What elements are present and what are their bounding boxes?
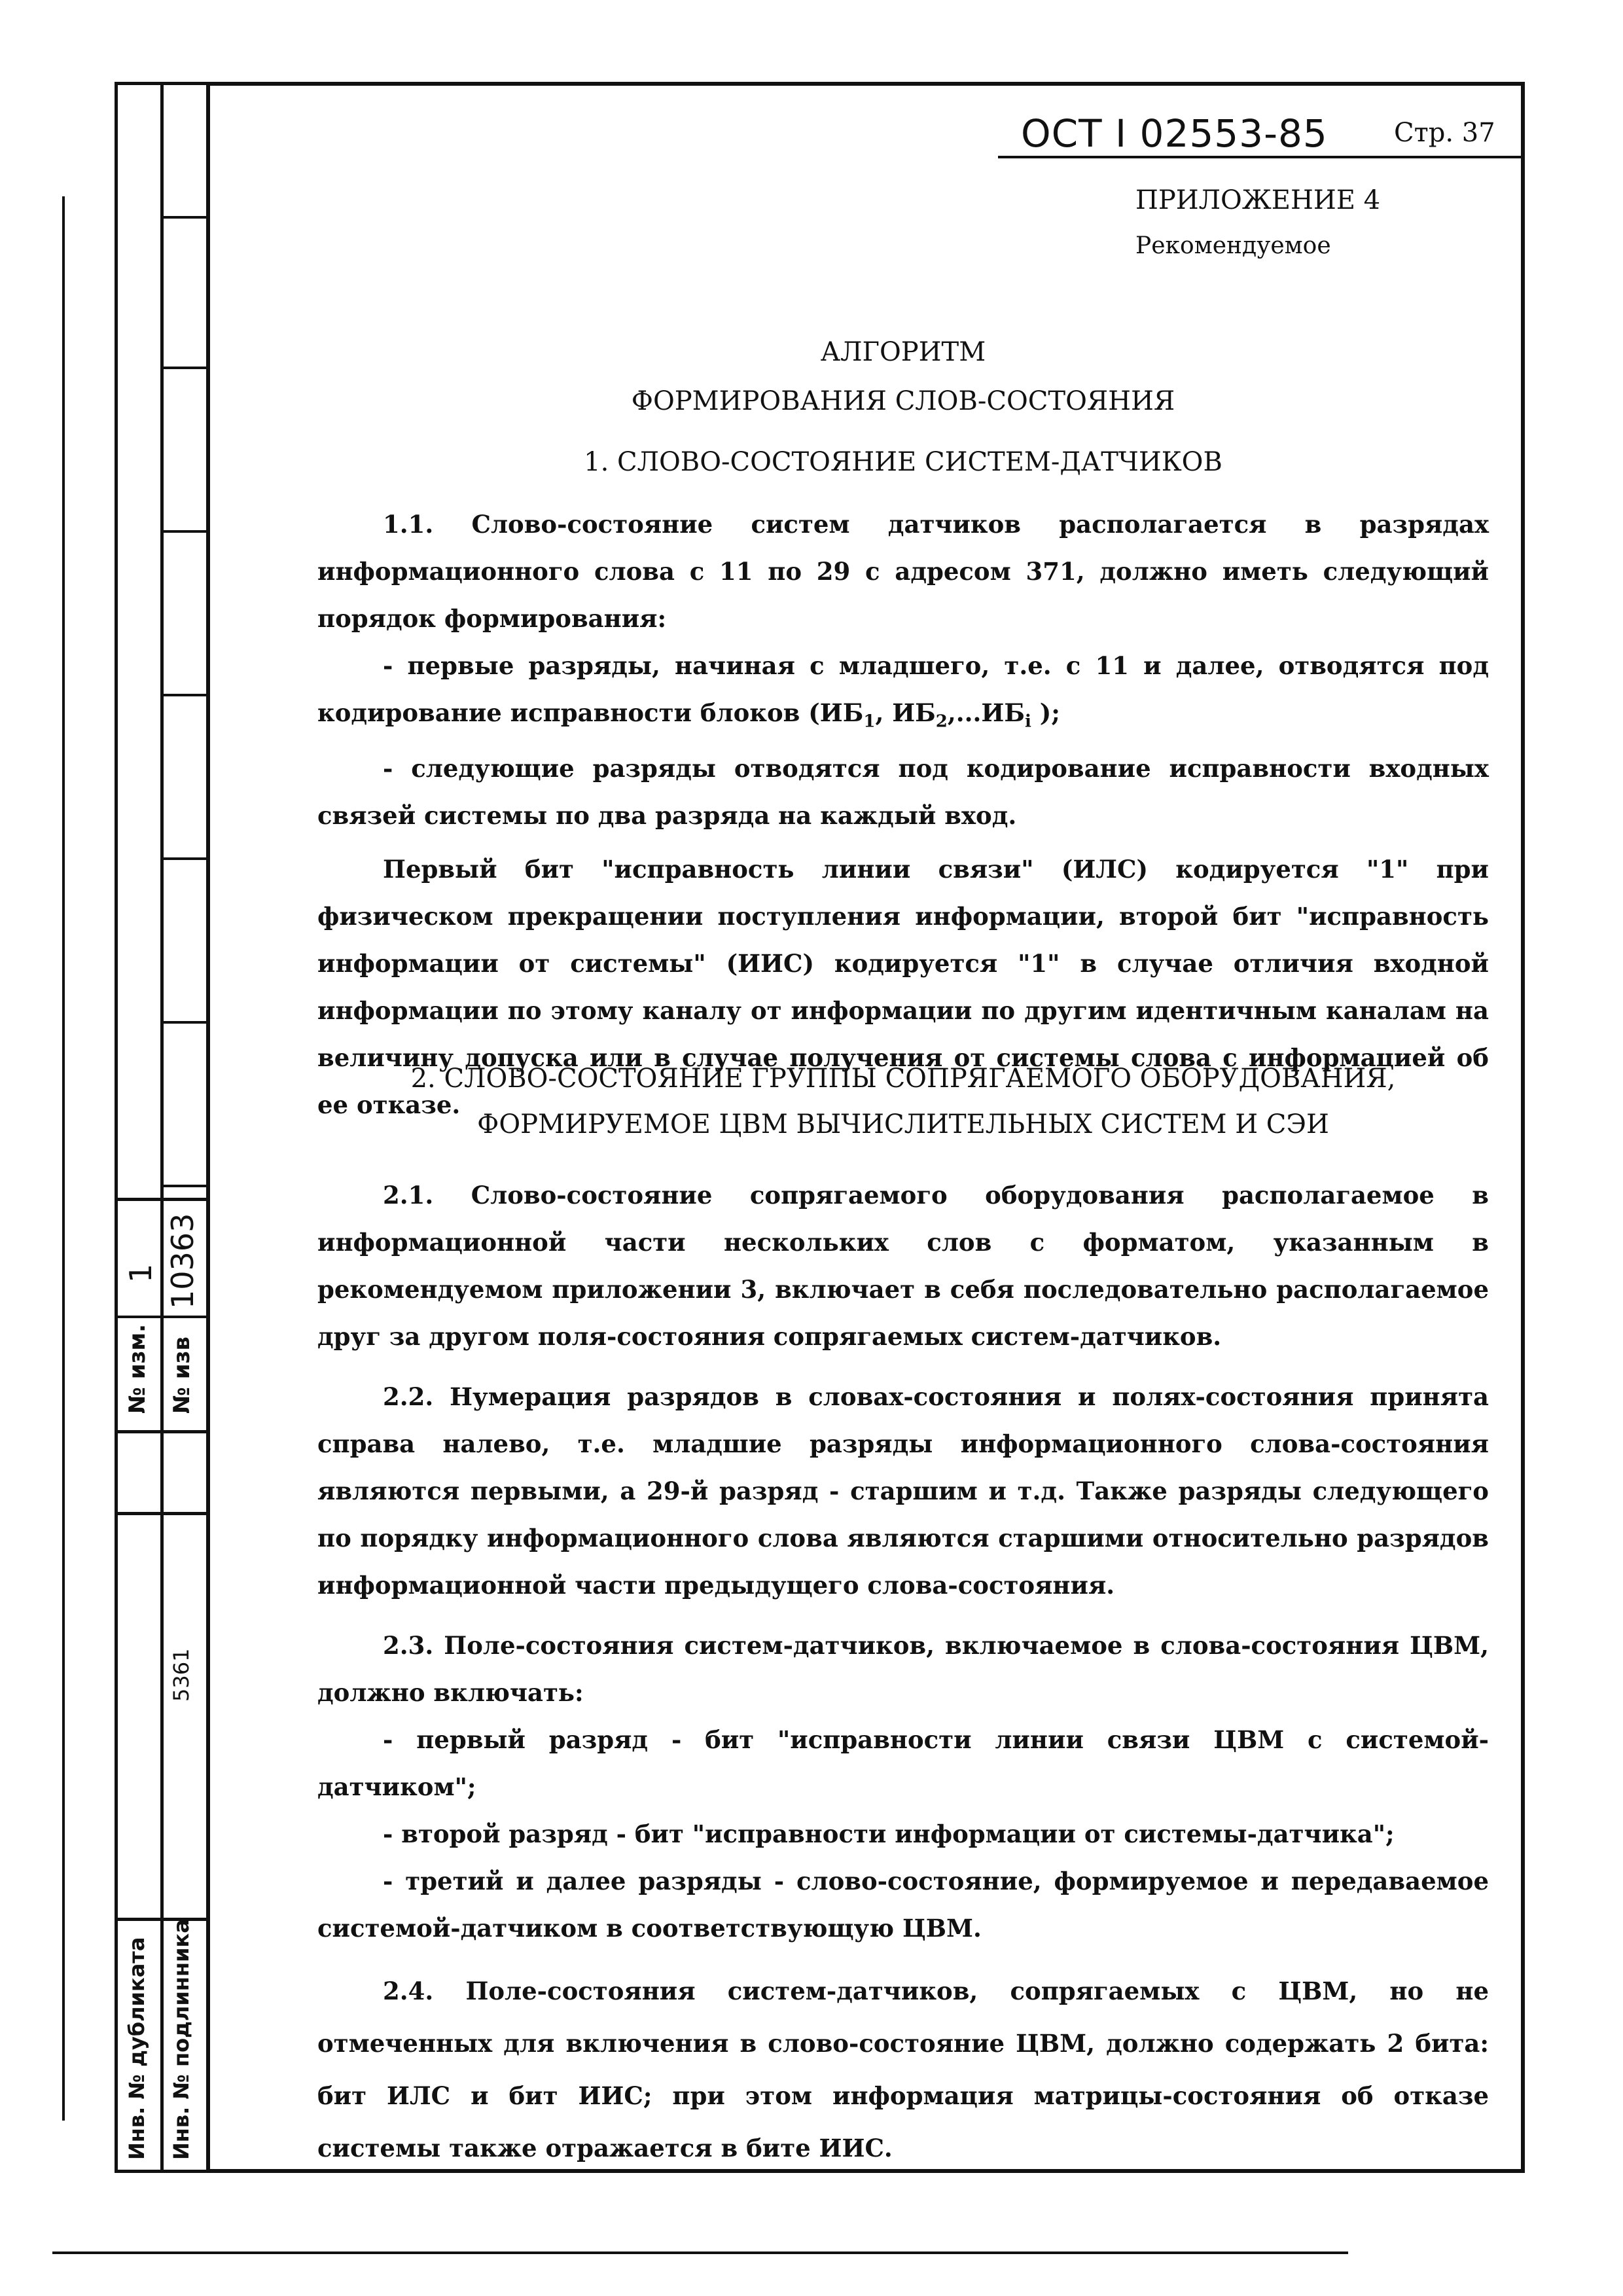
- stamp-row-line: [160, 530, 209, 533]
- stamp-row-line: [160, 1021, 209, 1024]
- para-2-4: 2.4. Поле-состояния систем-датчиков, сопрягаемых с ЦВМ, но не отмеченных для включения в слово-состояние ЦВМ, должно содержать 2 бита: бит ИЛС и бит ИИС; при этом информация матрицы-состояния об отказе системы также отражается в бите ИИС.: [317, 1977, 1489, 2162]
- para-2-3-b2: - второй разряд - бит "исправности информации от системы-датчика";: [383, 1820, 1395, 1848]
- appendix-title: ПРИЛОЖЕНИЕ 4: [1135, 185, 1381, 215]
- section1-heading: 1. СЛОВО-СОСТОЯНИЕ СИСТЕМ-ДАТЧИКОВ: [584, 447, 1222, 477]
- section2-heading-1: 2. СЛОВО-СОСТОЯНИЕ ГРУППЫ СОПРЯГАЕМОГО ОБОРУДОВАНИЯ,: [410, 1064, 1396, 1094]
- doc-title-line1: АЛГОРИТМ: [820, 337, 986, 367]
- bullet-1: [317, 642, 1489, 745]
- stamp-notice-label: № изв: [169, 1336, 195, 1414]
- standard-code: ОСТ I 02553-85: [1021, 111, 1328, 156]
- para-2-3-b1: - первый разряд - бит "исправности линии связи ЦВМ с системой-датчиком";: [317, 1725, 1489, 1801]
- stamp-row-line: [160, 216, 209, 219]
- stamp-change-value: 1: [123, 1263, 158, 1283]
- stamp-row-line: [115, 1512, 209, 1515]
- stamp-bottom: [115, 2170, 209, 2173]
- subscript: 2: [935, 711, 948, 732]
- para-2-3: 2.3. Поле-состояния систем-датчиков, включаемое в слова-состояния ЦВМ, должно включать:: [317, 1631, 1489, 1707]
- para-1-1: 1.1. Слово-состояние систем датчиков располагается в разрядах информационного слова с 11 по 29 с адресом 371, должно иметь следующий порядок формирования:: [317, 510, 1489, 633]
- binding-line: [62, 196, 65, 2121]
- stamp-outer-left: [115, 82, 118, 2173]
- page-number: Стр. 37: [1394, 118, 1495, 148]
- bottom-edge-line: [52, 2251, 1348, 2254]
- section2-heading-2: ФОРМИРУЕМОЕ ЦВМ ВЫЧИСЛИТЕЛЬНЫХ СИСТЕМ И СЭИ: [477, 1109, 1329, 1139]
- stamp-orig-value: 5361: [169, 1648, 194, 1702]
- subscript: 1: [863, 711, 876, 732]
- para-2-2: 2.2. Нумерация разрядов в словах-состояния и полях-состояния принята справа налево, т.е. младшие разряды информационного слова-состояния являются первыми, а 29-й разряд - старшим и т.д. Также разряды следующего по порядку информационного слова являются старшими относительно разрядов информационной части предыдущего слова-состояния.: [317, 1382, 1489, 1600]
- bullet-1-text: );: [1031, 698, 1060, 727]
- stamp-divider: [160, 82, 164, 2173]
- bullet-1-text: , ИБ: [875, 698, 936, 727]
- stamp-row-line: [115, 1430, 209, 1433]
- para-2-3-b3: - третий и далее разряды - слово-состояние, формируемое и передаваемое системой-датчиком в соответствующую ЦВМ.: [317, 1867, 1489, 1943]
- para-bits: Первый бит "исправность линии связи" (ИЛС) кодируется "1" при физическом прекращении поступления информации, второй бит "исправность информации от системы" (ИИС) кодируется "1" в случае отличия входной информации по этому каналу от информации по другим идентичным каналам на величину допуска или в случае получения от системы слова с информацией об ее отказе.: [317, 855, 1489, 1120]
- header-underline: [998, 156, 1522, 158]
- stamp-change-label: № изм.: [124, 1323, 151, 1414]
- para-2-1: 2.1. Слово-состояние сопрягаемого оборудования располагаемое в информационной части нескольких слов с форматом, указанным в рекомендуемом приложении 3, включает в себя последовательно располагаемое друг за другом поля-состояния сопрягаемых систем-датчиков.: [317, 1181, 1489, 1351]
- bullet-2: - следующие разряды отводятся под кодирование исправности входных связей системы по два разряда на каждый вход.: [317, 754, 1489, 831]
- stamp-row-line: [115, 1198, 209, 1201]
- stamp-row-line: [115, 1316, 209, 1318]
- bullet-1-text: - первые разряды, начиная с младшего, т.е. с 11 и далее, отводятся под кодирование исправности блоков (ИБ: [317, 651, 1489, 727]
- stamp-top: [115, 82, 209, 85]
- stamp-row-line: [115, 1918, 209, 1921]
- stamp-row-line: [160, 857, 209, 860]
- stamp-row-line: [160, 694, 209, 696]
- section1-body: [317, 501, 1489, 1128]
- appendix-status: Рекомендуемое: [1135, 232, 1331, 259]
- stamp-row-line: [160, 1185, 209, 1187]
- subscript: i: [1024, 711, 1031, 732]
- section2-body: [317, 1172, 1489, 2174]
- stamp-notice-value: 10363: [165, 1213, 200, 1309]
- doc-title-line2: ФОРМИРОВАНИЯ СЛОВ-СОСТОЯНИЯ: [631, 386, 1175, 416]
- stamp-row-line: [160, 367, 209, 369]
- stamp-dup-label: Инв. № дубликата: [124, 1937, 149, 2160]
- stamp-orig-label: Инв. № подлинника: [169, 1919, 194, 2160]
- bullet-1-text: ,...ИБ: [947, 698, 1025, 727]
